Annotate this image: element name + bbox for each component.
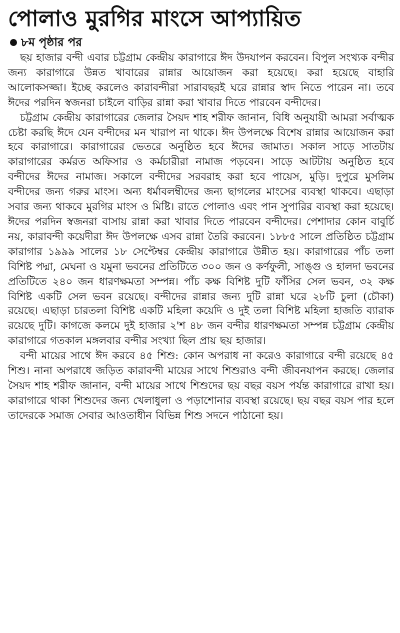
continued-from-line bbox=[10, 34, 394, 50]
continued-from-label: ৮ম পৃষ্ঠার পর bbox=[21, 35, 82, 49]
headline: পোলাও মুরগির মাংসে আপ্যায়িত bbox=[8, 6, 302, 32]
article-paragraph-1: ছয় হাজার বন্দী এবার চট্টগ্রাম কেন্দ্রীয় কারাগারে ঈদ উদযাপন করবেন। বিপুল সংখ্যক বন্দীর জন্য কারাগারে উন্নত খাবারের রান্নার আয়োজন করা হয়েছে। করা হয়েছে বাহারি আলোকসজ্জা। ইচ্ছে করলেও কারাবন্দীরা সারাবছরই ঘরে রান্নার স্বাদ নিতে পারেন না। তবে ঈদের পরদিন স্বজনরা চাইলে বাড়ির রান্না করা খাবার দিতে পারবেন বন্দীদের। bbox=[8, 52, 394, 109]
article-paragraph-2: চট্টগ্রাম কেন্দ্রীয় কারাগারের জেলার সৈয়দ শাহ শরীফ জানান, বিধি অনুযায়ী আমরা সর্বাত্মক চেষ্টা করছি ঈদে যেন বন্দীদের মন খারাপ না থাকে। ঈদ উপলক্ষে বিশেষ রান্নার আয়োজন করা হবে কারাগারে। কারাগারের ভেতরে অনুষ্ঠিত হবে ঈদের জামাত। সকাল সাড়ে সাতটায় কারাগারের কর্মরত অফিসার ও কর্মচারীরা নামাজ পড়বেন। সাড়ে আটটায় অনুষ্ঠিত হবে বন্দীদের ঈদের নামাজ। সকালে বন্দীদের সরবরাহ করা হবে পায়েস, মুড়ি। দুপুরে মুসলিম বন্দীদের জন্য গরুর মাংস। অন্য ধর্মাবলম্বীদের জন্য ছাগলের মাংসের ব্যবস্থা থাকবে। এছাড়া সবার জন্য থাকবে মুরগির মাংস ও মিষ্টি। রাতে পোলাও এবং পান সুপারির ব্যবস্থা করা হয়েছে। ঈদের পরদিন স্বজনরা বাসায় রান্না করা খাবার দিতে পারবেন বন্দীদের। পেশাদার কোন বাবুর্চি নয়, কারাবন্দী কয়েদীরা ঈদ উপলক্ষে এসব রান্না তৈরি করবেন। ১৮৮৫ সালে প্রতিষ্ঠিত চট্টগ্রাম কারাগার ১৯৯৯ সালের ১৮ সেপ্টেম্বর কেন্দ্রীয় কারাগারে উন্নীত হয়। কারাগারের পাঁচ তলা বিশিষ্ট পদ্মা, মেঘনা ও যমুনা ভবনের প্রতিটিতে ৩০০ জন ও কর্ণফুলী, সাঙ্গু ও হালদা ভবনের প্রতিটিতে ২৪০ জন ধারণক্ষমতা সম্পন্ন। পাঁচ কক্ষ বিশিষ্ট দুটি ফাঁসির সেল ভবন, ৩২ কক্ষ বিশিষ্ট একটি সেল ভবন রয়েছে। বন্দীদের রান্নার জন্য দুটি রান্না ঘরে ২৮টি চুলা (চৌকা) রয়েছে। এছাড়া চারতলা বিশিষ্ট একটি মহিলা কয়েদি ও দুই তলা বিশিষ্ট মহিলা হাজতি ব্যারাক রয়েছে দুটি। কাগজে কলমে দুই হাজার ২'শ ৪৮ জন বন্দীর ধারণক্ষমতা সম্পন্ন চট্টগ্রাম কেন্দ্রীয় কারাগারে গতকাল মঙ্গলবার বন্দীর সংখ্যা ছিল প্রায় ছয় হাজার। bbox=[8, 111, 394, 348]
bullet-icon bbox=[10, 39, 17, 46]
article-paragraph-3: বন্দী মায়ের সাথে ঈদ করবে ৪৫ শিশু: কোন অপরাধ না করেও কারাগারে বন্দী রয়েছে ৪৫ শিশু। নানা অপরাধে জড়িত কারাবন্দী মায়ের সাথে শিশুরাও বন্দী জীবনযাপন করছে। জেলার সৈয়দ শাহ শরীফ জানান, বন্দী মায়ের সাথে শিশুদের ছয় বছর বয়স পর্যন্ত কারাগারে রাখা হয়। কারাগারে থাকা শিশুদের জন্য খেলাধুলা ও পড়াশোনার ব্যবস্থা রয়েছে। ছয় বছর বয়স পার হলে তাদেরকে সমাজ সেবার আওতাধীন বিভিন্ন শিশু সদনে পাঠানো হয়। bbox=[8, 350, 394, 422]
